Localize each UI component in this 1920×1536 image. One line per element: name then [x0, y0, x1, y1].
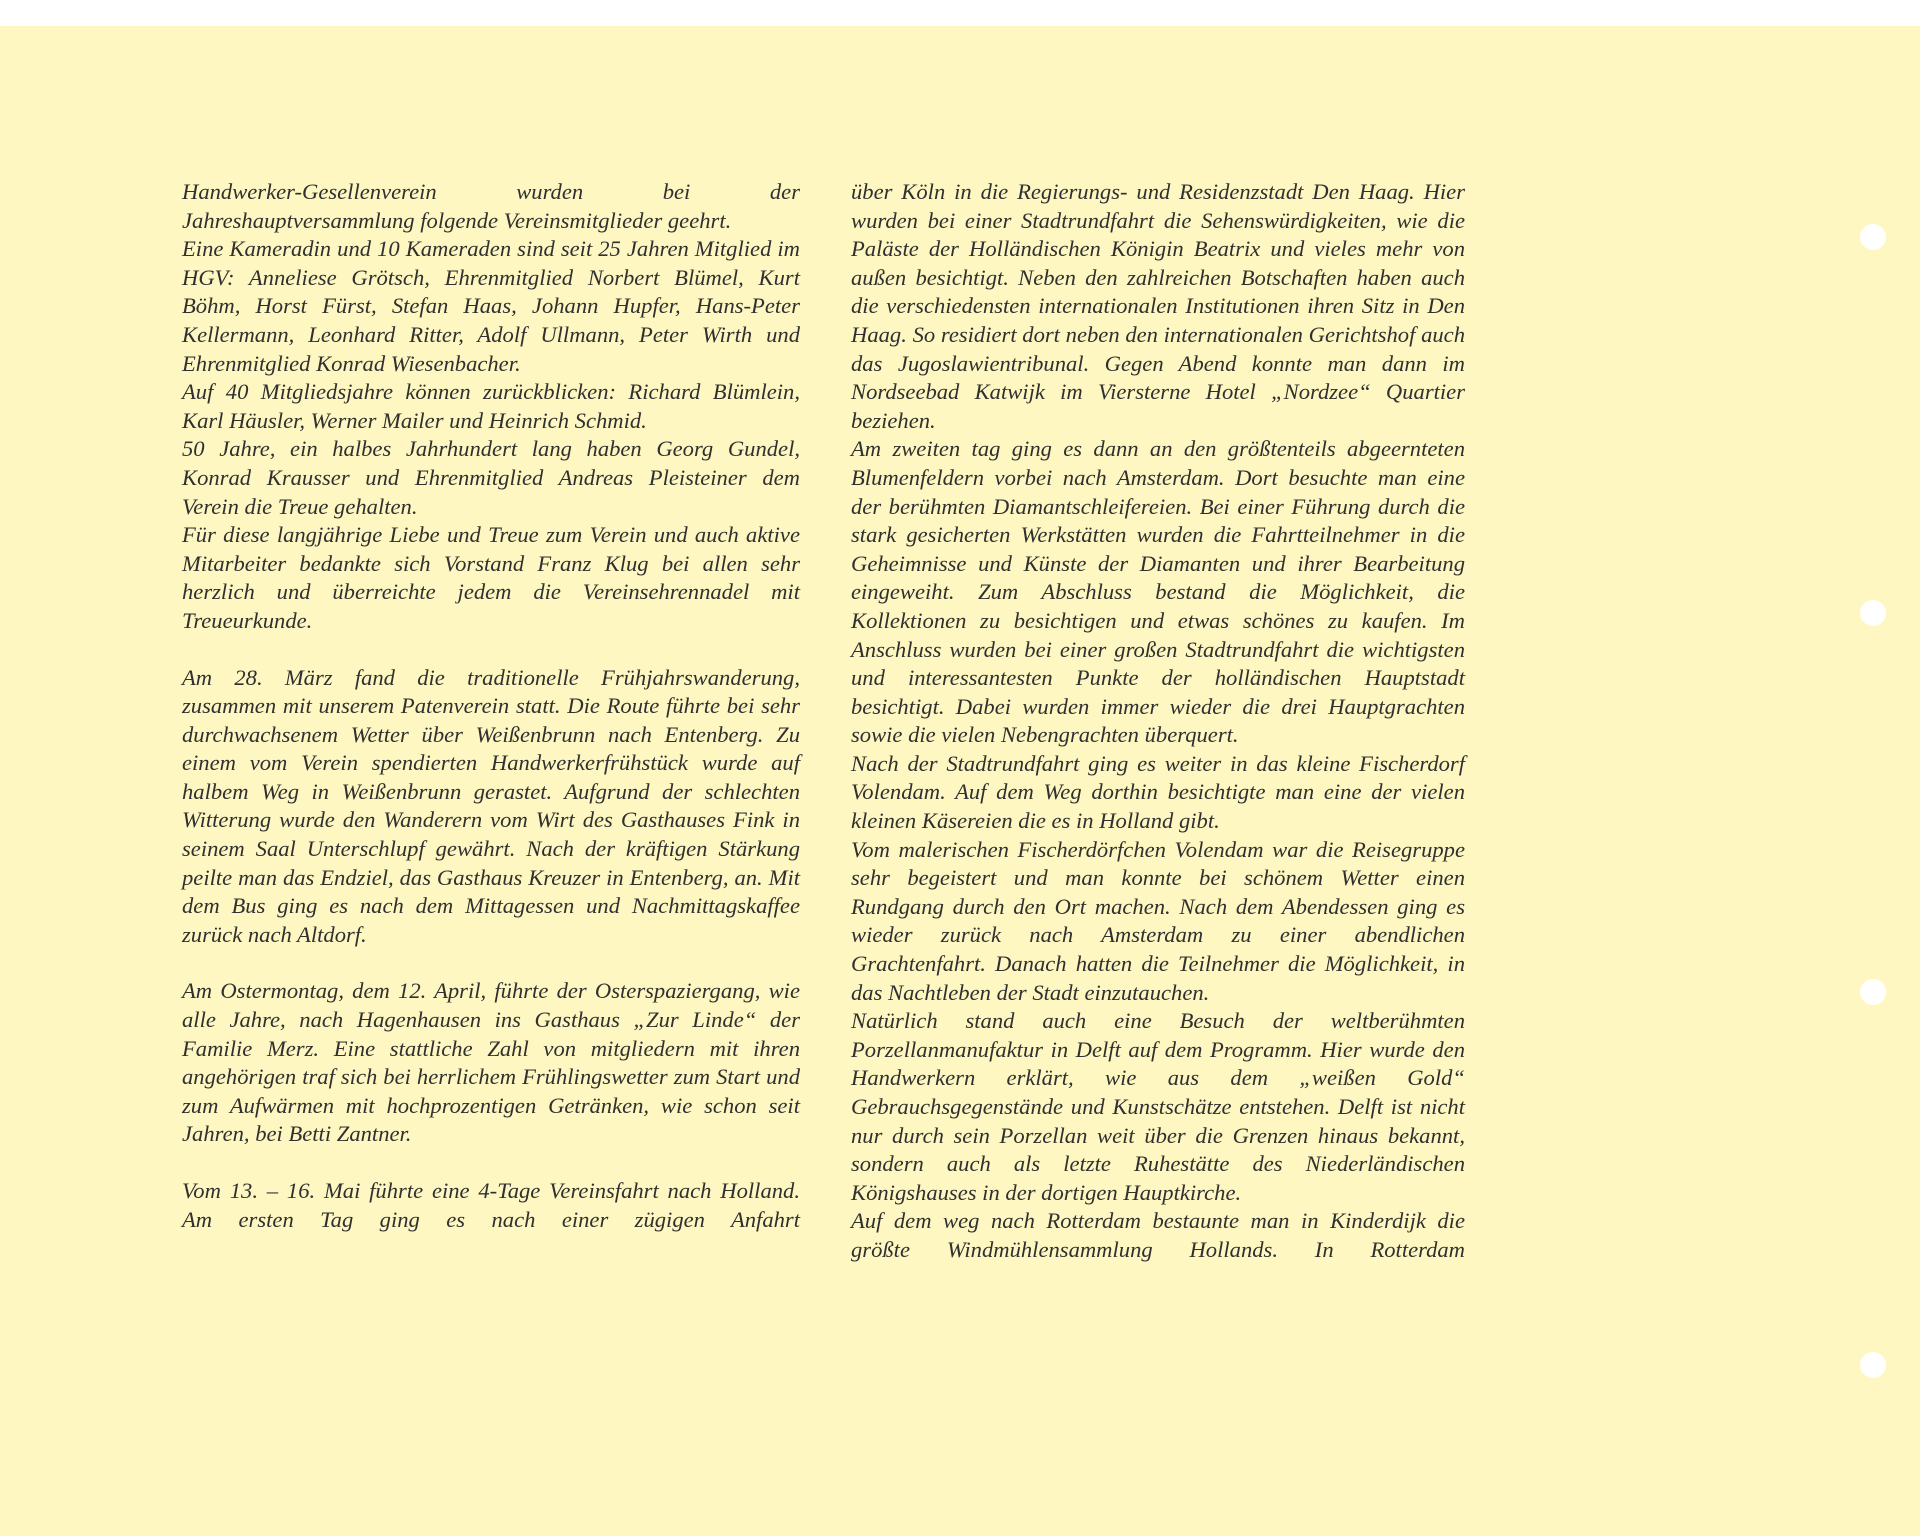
paragraph: Auf dem weg nach Rotterdam bestaunte man in Kinderdijk die größte Windmühlensammlung Hollands. In Rotterdam	[851, 1208, 1465, 1262]
paragraph: Natürlich stand auch eine Besuch der weltberühmten Porzellanmanufaktur in Delft auf dem Programm. Hier wurde den Handwerkern erklärt, wie aus dem „weißen Gold“ Gebrauchsgegenstände und Kunstschätze entstehen. Delft ist nicht nur durch sein Porzellan weit über die Grenzen hinaus bekannt, sondern auch als letzte Ruhestätte des Niederländischen Königshauses in der dortigen Hauptkirche.	[851, 1008, 1465, 1205]
paragraph: Eine Kameradin und 10 Kameraden sind seit 25 Jahren Mitglied im HGV: Anneliese Grötsch, Ehrenmitglied Norbert Blümel, Kurt Böhm, Horst Fürst, Stefan Haas, Johann Hupfer, Hans-Peter Kellermann, Leonhard Ritter, Adolf Ullmann, Peter Wirth und Ehrenmitglied Konrad Wiesenbacher.	[182, 236, 800, 376]
paragraph: Vom malerischen Fischerdörfchen Volendam war die Reisegruppe sehr begeistert und man konnte bei schönem Wetter einen Rundgang durch den Ort machen. Nach dem Abendessen ging es wieder zurück nach Amsterdam zu einer abendlichen Grachtenfahrt. Danach hatten die Teilnehmer die Möglichkeit, in das Nachtleben der Stadt einzutauchen.	[851, 836, 1465, 1005]
paragraph: Am Ostermontag, dem 12. April, führte der Osterspaziergang, wie alle Jahre, nach Hagenhausen ins Gasthaus „Zur Linde“ der Familie Merz. Eine stattliche Zahl von mitgliedern mit ihren angehörigen traf sich bei herrlichem Frühlingswetter zum Start und zum Aufwärmen mit hochprozentigen Getränken, wie schon seit Jahren, bei Betti Zantner.	[182, 978, 800, 1147]
paragraph: Vom 13. – 16. Mai führte eine 4-Tage Vereinsfahrt nach Holland. Am ersten Tag ging es nach einer zügigen Anfahrt	[182, 1178, 800, 1232]
punch-hole	[1860, 1352, 1886, 1378]
document-page	[0, 26, 1920, 1536]
punch-hole	[1860, 224, 1886, 250]
right-text-column	[851, 178, 1465, 1265]
paragraph: Für diese langjährige Liebe und Treue zum Verein und auch aktive Mitarbeiter bedankte sich Vorstand Franz Klug bei allen sehr herzlich und überreichte jedem die Vereinsehrennadel mit Treueurkunde.	[182, 522, 800, 633]
paragraph: über Köln in die Regierungs- und Residenzstadt Den Haag. Hier wurden bei einer Stadtrundfahrt die Sehenswürdigkeiten, wie die Paläste der Holländischen Königin Beatrix und vieles mehr von außen besichtigt. Neben den zahlreichen Botschaften haben auch die verschiedensten internationalen Institutionen ihren Sitz in Den Haag. So residiert dort neben den internationalen Gerichtshof auch das Jugoslawientribunal. Gegen Abend konnte man dann im Nordseebad Katwijk im Viersterne Hotel „Nordzee“ Quartier beziehen.	[851, 179, 1465, 433]
paragraph: Am 28. März fand die traditionelle Frühjahrswanderung, zusammen mit unserem Patenverein statt. Die Route führte bei sehr durchwachsenem Wetter über Weißenbrunn nach Entenberg. Zu einem vom Verein spendierten Handwerkerfrühstück wurde auf halbem Weg in Weißenbrunn gerastet. Aufgrund der schlechten Witterung wurde den Wanderern vom Wirt des Gasthauses Fink in seinem Saal Unterschlupf gewährt. Nach der kräftigen Stärkung peilte man das Endziel, das Gasthaus Kreuzer in Entenberg, an. Mit dem Bus ging es nach dem Mittagessen und Nachmittagskaffee zurück nach Altdorf.	[182, 664, 800, 947]
paragraph: 50 Jahre, ein halbes Jahrhundert lang haben Georg Gundel, Konrad Krausser und Ehrenmitglied Andreas Pleisteiner dem Verein die Treue gehalten.	[182, 436, 800, 519]
left-text-column	[182, 178, 800, 1234]
paragraph: Auf 40 Mitgliedsjahre können zurückblicken: Richard Blümlein, Karl Häusler, Werner Mailer und Heinrich Schmid.	[182, 379, 800, 433]
punch-hole	[1860, 979, 1886, 1005]
paragraph: Handwerker-Gesellenverein wurden bei der Jahreshauptversammlung folgende Vereinsmitglieder geehrt.	[182, 179, 800, 233]
paragraph: Nach der Stadtrundfahrt ging es weiter in das kleine Fischerdorf Volendam. Auf dem Weg dorthin besichtigte man eine der vielen kleinen Käsereien die es in Holland gibt.	[851, 750, 1465, 834]
paragraph: Am zweiten tag ging es dann an den größtenteils abgeernteten Blumenfeldern vorbei nach Amsterdam. Dort besuchte man eine der berühmten Diamantschleifereien. Bei einer Führung durch die stark gesicherten Werkstätten wurden die Fahrtteilnehmer in die Geheimnisse und Künste der Diamanten und ihrer Bearbeitung eingeweiht. Zum Abschluss bestand die Möglichkeit, die Kollektionen zu besichtigen und etwas schönes zu kaufen. Im Anschluss wurden bei einer großen Stadtrundfahrt die wichtigsten und interessantesten Punkte der holländischen Hauptstadt besichtigt. Dabei wurden immer wieder die drei Hauptgrachten sowie die vielen Nebengrachten überquert.	[851, 436, 1465, 748]
punch-hole	[1860, 600, 1886, 626]
